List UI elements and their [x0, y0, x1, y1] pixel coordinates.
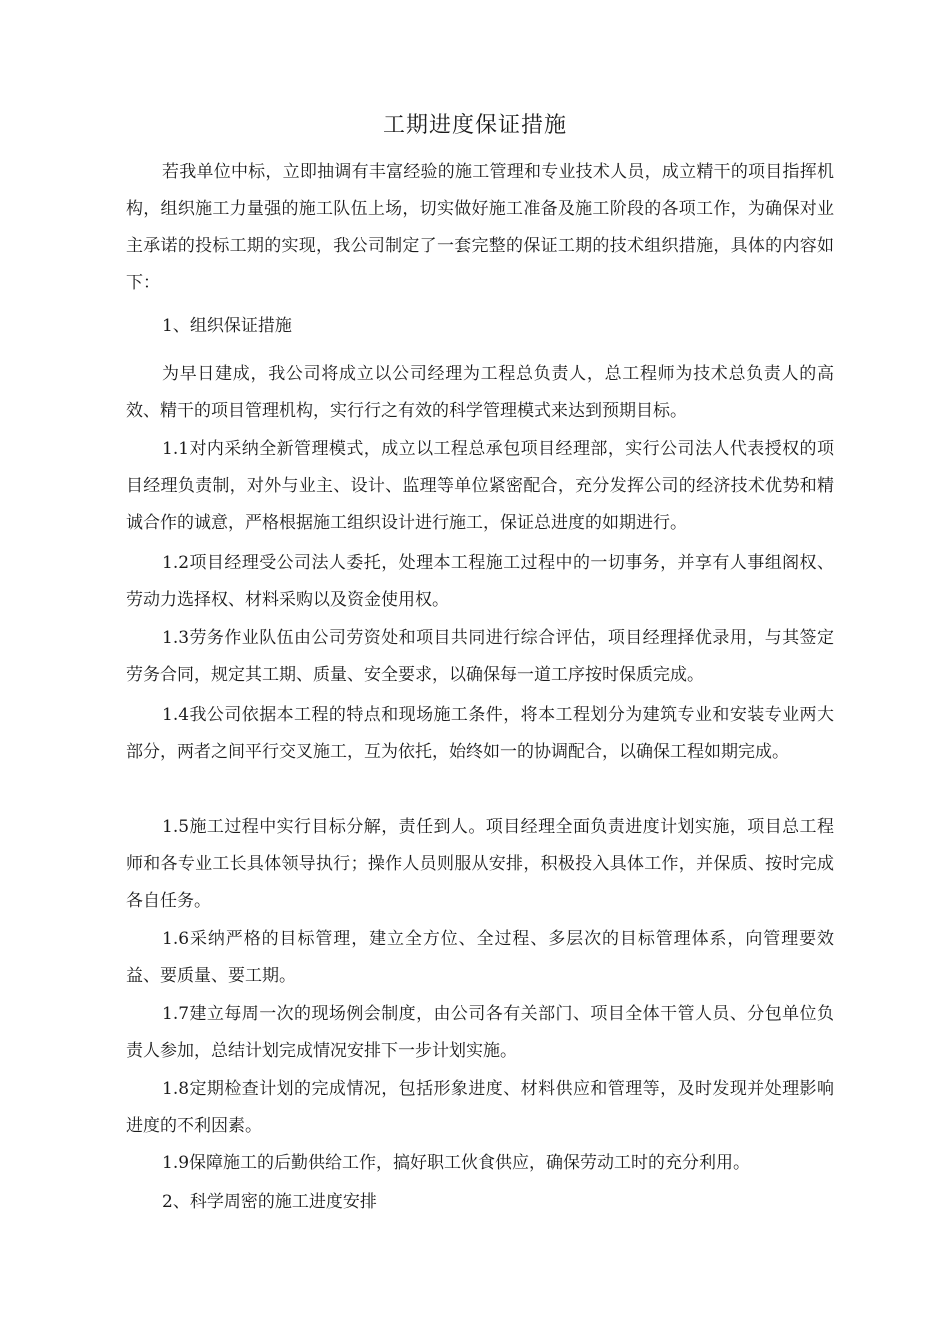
paragraph-intro: 若我单位中标，立即抽调有丰富经验的施工管理和专业技术人员，成立精干的项目指挥机构，组织施工力量强的施工队伍上场，切实做好施工准备及施工阶段的各项工作，为确保对业主承诺的投标工期的实现，我公司制定了一套完整的保证工期的技术组织措施，具体的内容如下： [126, 162, 834, 293]
paragraph-1-8: 1.8定期检查计划的完成情况，包括形象进度、材料供应和管理等，及时发现并处理影响进度的不利因素。 [126, 1079, 834, 1136]
paragraph-1-5: 1.5施工过程中实行目标分解，责任到人。项目经理全面负责进度计划实施，项目总工程师和各专业工长具体领导执行；操作人员则服从安排，积极投入具体工作，并保质、按时完成各自任务。 [126, 817, 834, 911]
paragraph-1-3: 1.3劳务作业队伍由公司劳资处和项目共同进行综合评估，项目经理择优录用，与其签定劳务合同，规定其工期、质量、安全要求，以确保每一道工序按时保质完成。 [126, 628, 834, 685]
paragraph-1-9: 1.9保障施工的后勤供给工作，搞好职工伙食供应，确保劳动工时的充分利用。 [162, 1153, 751, 1173]
paragraph-1-6: 1.6采纳严格的目标管理，建立全方位、全过程、多层次的目标管理体系，向管理要效益、要质量、要工期。 [126, 929, 834, 986]
paragraph-1-4: 1.4我公司依据本工程的特点和现场施工条件，将本工程划分为建筑专业和安装专业两大部分，两者之间平行交叉施工，互为依托，始终如一的协调配合，以确保工程如期完成。 [126, 705, 834, 762]
section-heading-2: 2、科学周密的施工进度安排 [162, 1192, 377, 1212]
paragraph-1-2: 1.2项目经理受公司法人委托，处理本工程施工过程中的一切事务，并享有人事组阁权、劳动力选择权、材料采购以及资金使用权。 [126, 553, 834, 610]
paragraph-section-1-intro: 为早日建成，我公司将成立以公司经理为工程总负责人，总工程师为技术总负责人的高效、精干的项目管理机构，实行行之有效的科学管理模式来达到预期目标。 [126, 364, 834, 421]
paragraph-1-1: 1.1对内采纳全新管理模式，成立以工程总承包项目经理部，实行公司法人代表授权的项目经理负责制，对外与业主、设计、监理等单位紧密配合，充分发挥公司的经济技术优势和精诚合作的诚意，严格根据施工组织设计进行施工，保证总进度的如期进行。 [126, 439, 834, 533]
paragraph-1-7: 1.7建立每周一次的现场例会制度，由公司各有关部门、项目全体干管人员、分包单位负责人参加，总结计划完成情况安排下一步计划实施。 [126, 1004, 834, 1061]
document-title: 工期进度保证措施 [382, 113, 567, 138]
section-heading-1: 1、组织保证措施 [162, 316, 292, 336]
